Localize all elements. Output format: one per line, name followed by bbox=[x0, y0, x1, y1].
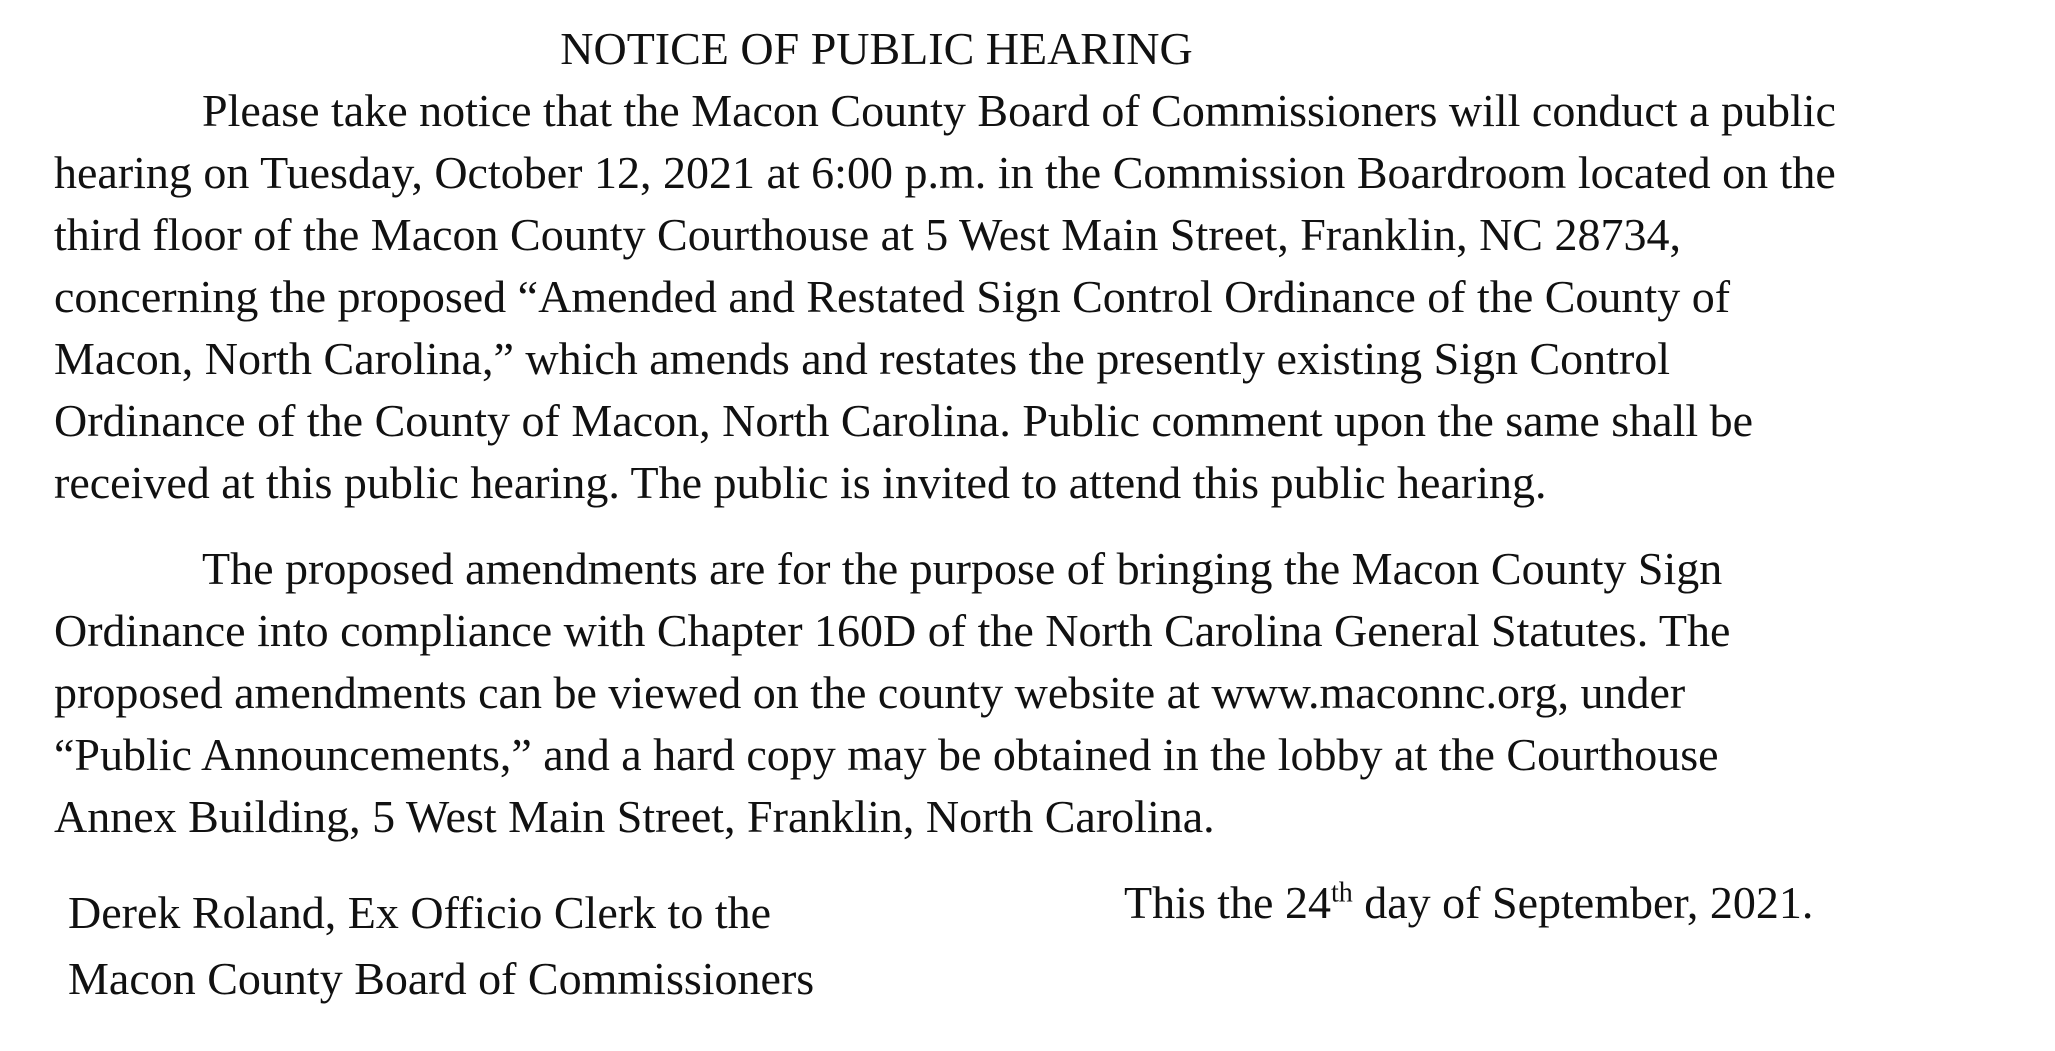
paragraph-hearing-details bbox=[54, 80, 2029, 514]
signature-line: Derek Roland, Ex Officio Clerk to the bbox=[68, 887, 772, 938]
paragraph2-line: Ordinance into compliance with Chapter 160D of the North Carolina General Statutes. The bbox=[54, 605, 1731, 656]
paragraph1-line: Ordinance of the County of Macon, North Carolina. Public comment upon the same shall be bbox=[54, 395, 1754, 446]
signature-line: Macon County Board of Commissioners bbox=[68, 953, 815, 1004]
dateline-suffix: day of September, 2021. bbox=[1352, 877, 1814, 928]
paragraph2-line: The proposed amendments are for the purpose of bringing the Macon County Sign bbox=[202, 543, 1723, 594]
paragraph1-line: third floor of the Macon County Courthouse at 5 West Main Street, Franklin, NC 28734, bbox=[54, 209, 1681, 260]
paragraph1-line: concerning the proposed “Amended and Restated Sign Control Ordinance of the County of bbox=[54, 271, 1731, 322]
dateline-superscript: th bbox=[1330, 877, 1353, 909]
dateline-prefix: This the 24 bbox=[1124, 877, 1331, 928]
paragraph1-line: Please take notice that the Macon County Board of Commissioners will conduct a public bbox=[202, 85, 1836, 136]
paragraph1-line: Macon, North Carolina,” which amends and restates the presently existing Sign Control bbox=[54, 333, 1671, 384]
signature-block bbox=[68, 880, 814, 1012]
notice-document bbox=[54, 18, 2029, 848]
notice-title: NOTICE OF PUBLIC HEARING bbox=[560, 23, 1193, 74]
paragraph-amendment-purpose bbox=[54, 538, 2029, 848]
paragraph2-line: Annex Building, 5 West Main Street, Franklin, North Carolina. bbox=[54, 791, 1215, 842]
paragraph1-line: received at this public hearing. The public is invited to attend this public hearing. bbox=[54, 457, 1547, 508]
dateline bbox=[1124, 872, 1813, 934]
paragraph2-line: “Public Announcements,” and a hard copy may be obtained in the lobby at the Courthouse bbox=[54, 729, 1719, 780]
paragraph2-line: proposed amendments can be viewed on the county website at www.maconnc.org, under bbox=[54, 667, 1686, 718]
paragraph1-line: hearing on Tuesday, October 12, 2021 at 6:00 p.m. in the Commission Boardroom located on the bbox=[54, 147, 1836, 198]
